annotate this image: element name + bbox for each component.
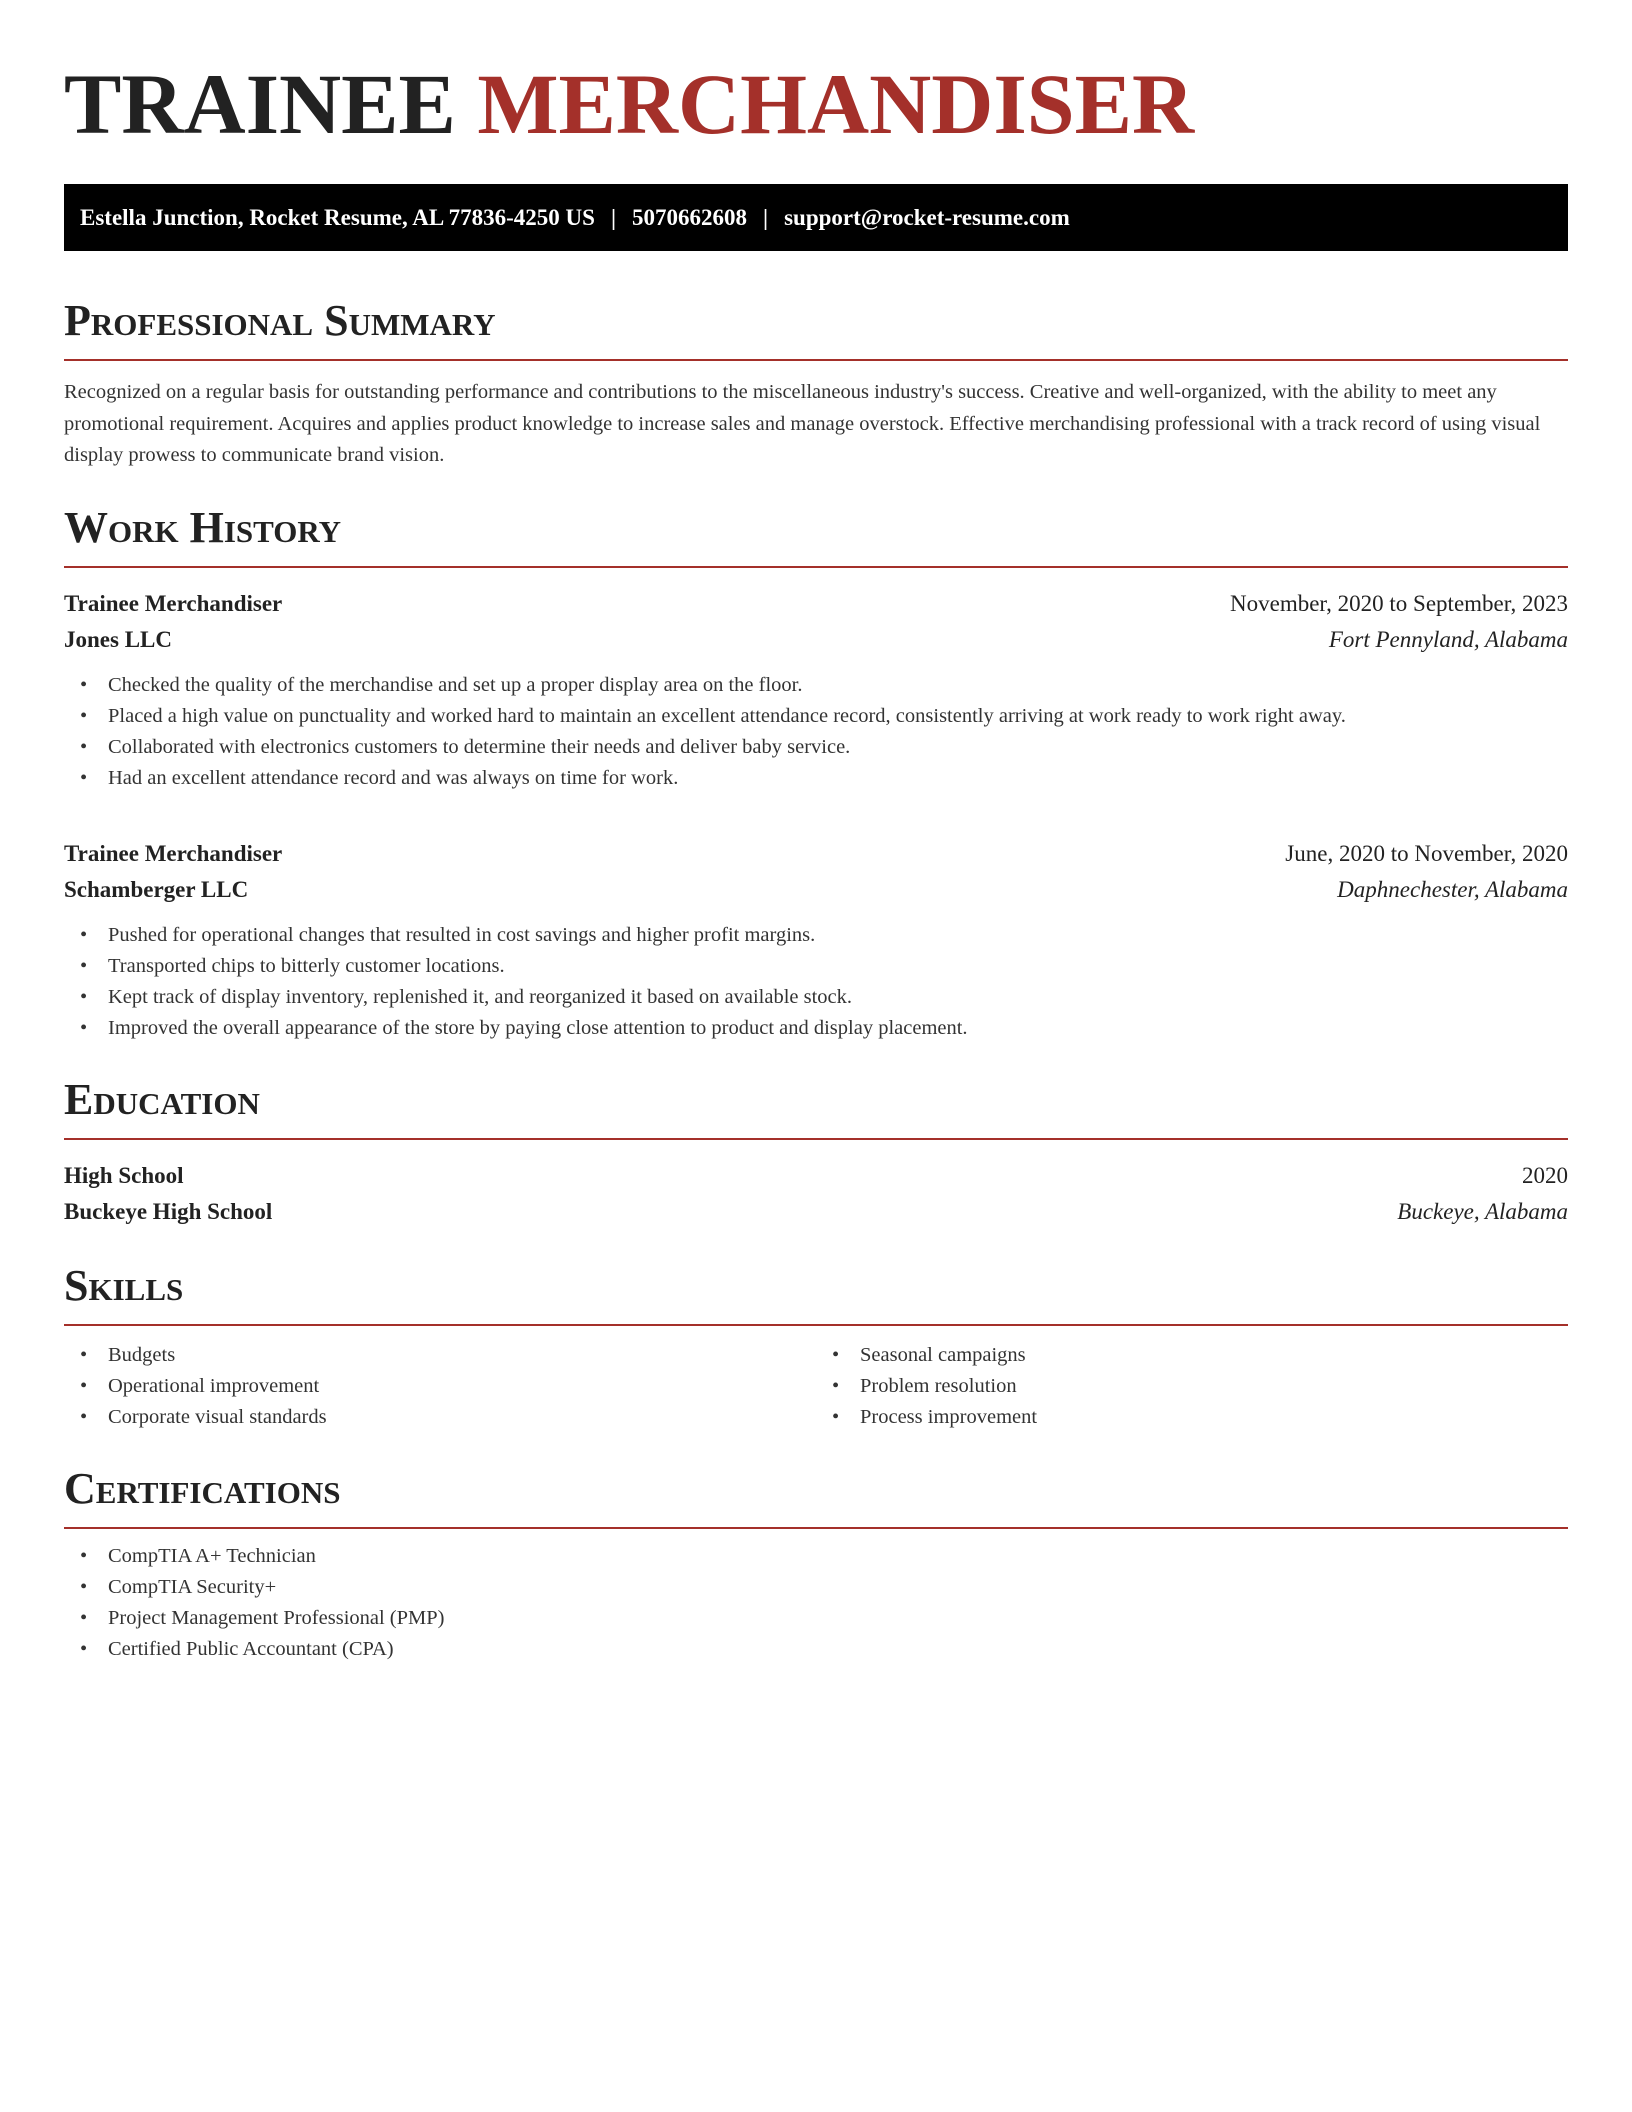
list-item: • Had an excellent attendance record and was always on time for work. — [64, 763, 1568, 794]
list-item: • Transported chips to bitterly customer locations. — [64, 951, 1568, 982]
work-history-section — [64, 502, 1568, 1044]
job-position: Trainee Merchandiser — [64, 840, 283, 866]
title-last-word: MERCHANDISER — [477, 56, 1195, 152]
education-degree: High School — [64, 1162, 184, 1188]
list-item: • Pushed for operational changes that resulted in cost savings and higher profit margins. — [64, 920, 1568, 951]
job-location: Fort Pennyland, Alabama — [1328, 626, 1568, 652]
title-first-word: TRAINEE — [64, 56, 456, 152]
bullet-icon: • — [80, 735, 88, 758]
section-divider — [64, 359, 1568, 361]
list-item: • Project Management Professional (PMP) — [64, 1603, 1568, 1634]
bullet-icon: • — [80, 1016, 88, 1039]
contact-email: support@rocket-resume.com — [784, 204, 1070, 230]
list-item: • Kept track of display inventory, replenished it, and reorganized it based on available stock. — [64, 982, 1568, 1013]
contact-phone: 5070662608 — [632, 204, 748, 230]
resume-title — [64, 0, 1568, 152]
job-duties-list — [64, 670, 1568, 794]
bullet-icon: • — [80, 1544, 88, 1567]
education-location: Buckeye, Alabama — [1397, 1198, 1568, 1224]
job-duties-list — [64, 920, 1568, 1044]
job-entry — [64, 836, 1568, 1044]
education-entry — [64, 1158, 1568, 1230]
list-item: • Budgets — [64, 1340, 816, 1371]
bullet-icon: • — [80, 923, 88, 946]
bullet-icon: • — [80, 1405, 88, 1428]
list-item: • Certified Public Accountant (CPA) — [64, 1634, 1568, 1665]
certifications-list — [64, 1541, 1568, 1665]
list-item: • Improved the overall appearance of the store by paying close attention to product and display placement. — [64, 1013, 1568, 1044]
bullet-icon: • — [832, 1343, 840, 1366]
skills-section — [64, 1260, 1568, 1433]
job-position: Trainee Merchandiser — [64, 590, 283, 616]
contact-separator: | — [763, 204, 769, 230]
bullet-icon: • — [832, 1374, 840, 1397]
bullet-icon: • — [80, 985, 88, 1008]
job-dates: June, 2020 to November, 2020 — [1285, 840, 1568, 866]
list-item: • CompTIA Security+ — [64, 1572, 1568, 1603]
education-year: 2020 — [1522, 1162, 1568, 1188]
job-entry — [64, 586, 1568, 794]
list-item: • Problem resolution — [816, 1371, 1568, 1402]
bullet-icon: • — [80, 954, 88, 977]
certifications-section — [64, 1463, 1568, 1665]
list-item: • Seasonal campaigns — [816, 1340, 1568, 1371]
section-divider — [64, 1324, 1568, 1326]
list-item: • Corporate visual standards — [64, 1402, 816, 1433]
list-item: • Placed a high value on punctuality and worked hard to maintain an excellent attendance record, consistently arriving at work ready to work right away. — [64, 701, 1568, 732]
section-divider — [64, 1138, 1568, 1140]
section-divider — [64, 1527, 1568, 1529]
bullet-icon: • — [80, 1343, 88, 1366]
section-heading-certifications: Certifications — [64, 1463, 341, 1513]
skills-list-right — [816, 1340, 1568, 1433]
bullet-icon: • — [80, 766, 88, 789]
list-item: • Process improvement — [816, 1402, 1568, 1433]
bullet-icon: • — [80, 1606, 88, 1629]
section-heading-work-history: Work History — [64, 502, 342, 552]
job-location: Daphnechester, Alabama — [1337, 876, 1568, 902]
bullet-icon: • — [80, 1374, 88, 1397]
job-dates: November, 2020 to September, 2023 — [1230, 590, 1568, 616]
bullet-icon: • — [80, 1637, 88, 1660]
job-company: Schamberger LLC — [64, 876, 249, 902]
skills-grid — [64, 1340, 1568, 1433]
summary-text: Recognized on a regular basis for outstanding performance and contributions to the miscellaneous industry's success. Creative and well-organized, with the ability to meet any promotional requirement. Acquires and applies product knowledge to increase sales and manage overstock. Effective merchandising professional with a track record of using visual display prowess to communicate brand vision. — [64, 381, 1541, 466]
bullet-icon: • — [832, 1405, 840, 1428]
bullet-icon: • — [80, 673, 88, 696]
list-item: • CompTIA A+ Technician — [64, 1541, 1568, 1572]
section-divider — [64, 566, 1568, 568]
summary-section — [64, 295, 1568, 472]
section-heading-skills: Skills — [64, 1260, 184, 1310]
job-company: Jones LLC — [64, 626, 172, 652]
skills-list-left — [64, 1340, 816, 1433]
contact-address: Estella Junction, Rocket Resume, AL 77836-4250 US — [80, 204, 595, 230]
list-item: • Operational improvement — [64, 1371, 816, 1402]
section-heading-summary: Professional Summary — [64, 296, 496, 345]
section-heading-education: Education — [64, 1074, 260, 1124]
contact-bar — [64, 184, 1568, 251]
contact-separator: | — [610, 204, 617, 230]
list-item: • Collaborated with electronics customers to determine their needs and deliver baby service. — [64, 732, 1568, 763]
bullet-icon: • — [80, 704, 88, 727]
bullet-icon: • — [80, 1575, 88, 1598]
education-school: Buckeye High School — [64, 1198, 273, 1224]
education-section — [64, 1074, 1568, 1230]
list-item: • Checked the quality of the merchandise and set up a proper display area on the floor. — [64, 670, 1568, 701]
